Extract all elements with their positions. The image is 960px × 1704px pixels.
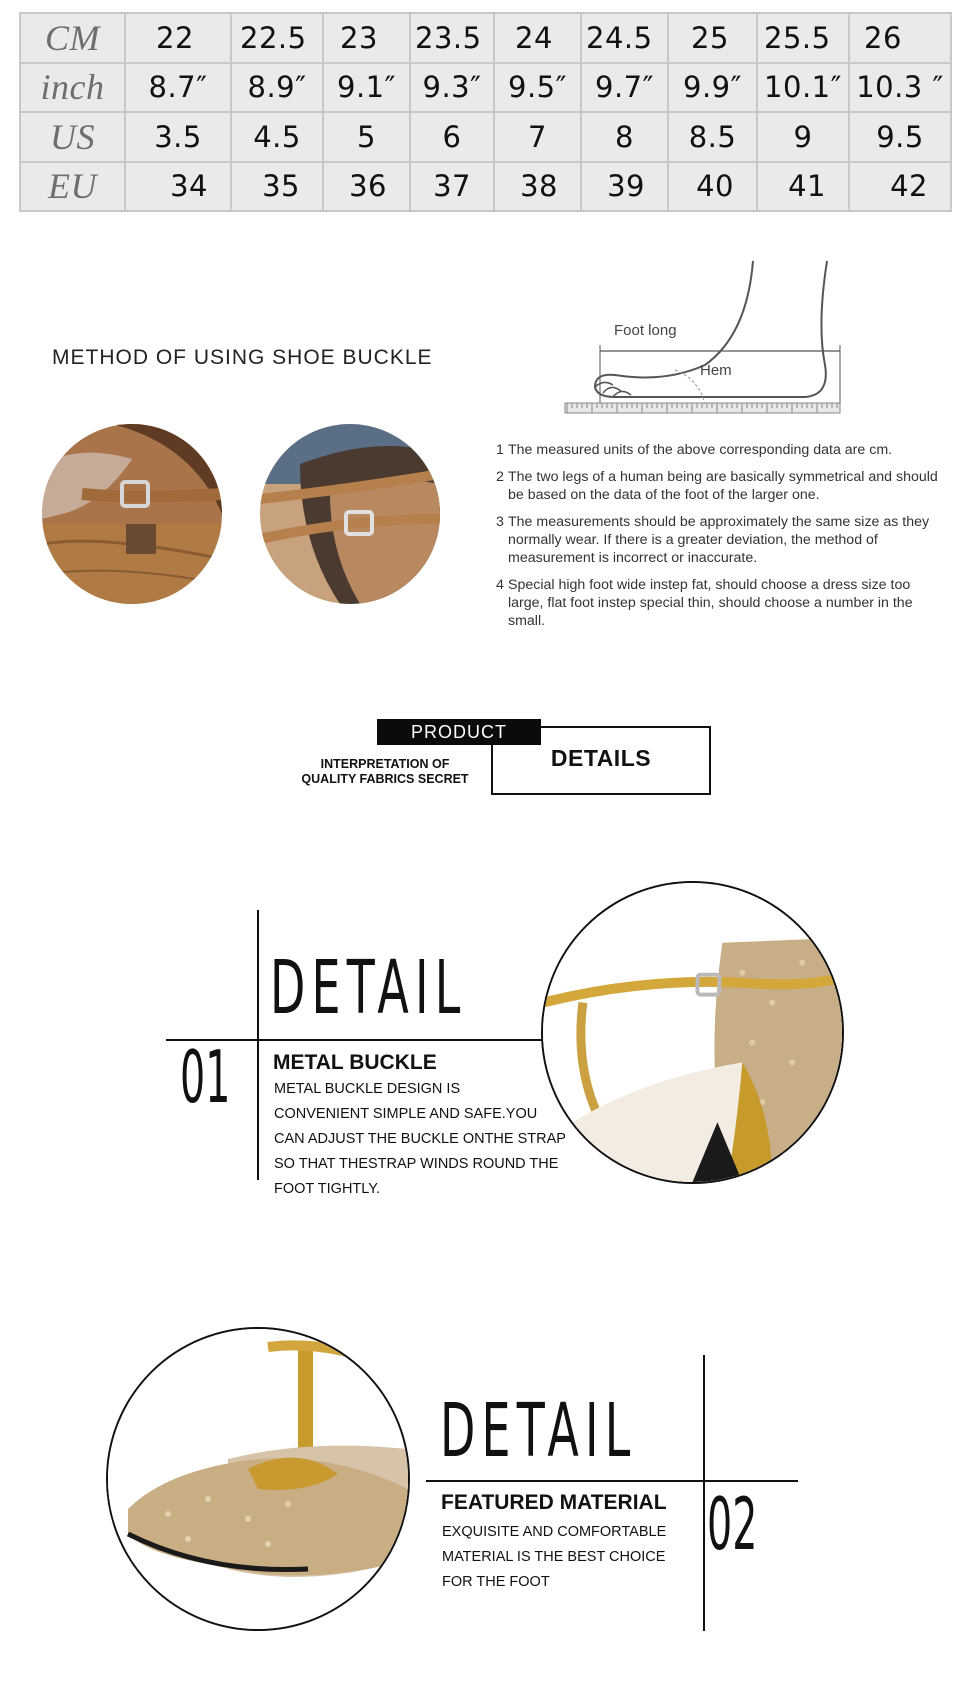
- measurement-notes: [496, 441, 946, 639]
- table-cell: 36: [323, 162, 410, 212]
- shoe-photo-material: [106, 1327, 410, 1631]
- table-cell: 38: [494, 162, 581, 212]
- table-cell: 10.3 ″: [849, 63, 951, 113]
- table-cell: 3.5: [125, 112, 231, 162]
- product-subtitle: [290, 757, 480, 787]
- table-cell: 8.9″: [231, 63, 323, 113]
- table-cell: 41: [757, 162, 849, 212]
- detail-2-heading: DETAIL: [440, 1388, 637, 1474]
- foot-measure-diagram: [555, 255, 850, 430]
- table-cell: 9: [757, 112, 849, 162]
- buckle-photo-2: [260, 424, 440, 604]
- table-cell: 10.1″: [757, 63, 849, 113]
- note-item: [496, 468, 946, 504]
- note-item: [496, 576, 946, 630]
- foot-long-label: Foot long: [614, 322, 677, 339]
- desc-line: FOR THE FOOT: [442, 1574, 550, 1590]
- table-cell: 25.5: [757, 13, 849, 63]
- row-header-inch: inch: [20, 63, 125, 113]
- table-cell: 8.7″: [125, 63, 231, 113]
- subtitle-line-1: INTERPRETATION OF: [320, 757, 450, 771]
- foot-illustration: [555, 255, 850, 430]
- table-cell: 9.5″: [494, 63, 581, 113]
- desc-line: CONVENIENT SIMPLE AND SAFE.YOU: [274, 1106, 538, 1122]
- buckle-photo-1-illustration: [42, 424, 222, 604]
- row-header-eu: EU: [20, 162, 125, 212]
- table-cell: 24.5: [581, 13, 668, 63]
- gold-shoe-strap-illustration: [543, 883, 842, 1182]
- table-cell: 35: [231, 162, 323, 212]
- desc-line: SO THAT THESTRAP WINDS ROUND THE: [274, 1156, 559, 1172]
- table-cell: 9.1″: [323, 63, 410, 113]
- note-text: The measurements should be approximately the same size as they normally wear. If there is a greater deviation, the method of measurement is incorrect or inaccurate.: [508, 514, 930, 566]
- table-cell: 34: [125, 162, 231, 212]
- buckle-photo-1: [42, 424, 222, 604]
- table-cell: 24: [494, 13, 581, 63]
- table-cell: 22: [125, 13, 231, 63]
- note-text: Special high foot wide instep fat, should choose a dress size too large, flat foot instep special thin, should choose a number in the small.: [508, 577, 913, 629]
- table-cell: 7: [494, 112, 581, 162]
- table-cell: 39: [581, 162, 668, 212]
- table-cell: 8: [581, 112, 668, 162]
- desc-line: MATERIAL IS THE BEST CHOICE: [442, 1549, 666, 1565]
- table-cell: 26: [849, 13, 951, 63]
- desc-line: METAL BUCKLE DESIGN IS: [274, 1081, 461, 1097]
- table-cell: 4.5: [231, 112, 323, 162]
- hem-label: Hem: [700, 362, 732, 379]
- detail-2-description: [442, 1520, 666, 1595]
- detail-1-vertical-line: [257, 910, 259, 1180]
- table-cell: 40: [668, 162, 757, 212]
- note-item: [496, 441, 946, 459]
- note-number: 1: [496, 442, 504, 458]
- detail-1-heading: DETAIL: [270, 945, 467, 1031]
- table-cell: 6: [410, 112, 494, 162]
- table-row-inch: [20, 63, 951, 113]
- table-cell: 9.3″: [410, 63, 494, 113]
- table-cell: 8.5: [668, 112, 757, 162]
- table-row-us: [20, 112, 951, 162]
- shoe-photo-buckle: [541, 881, 844, 1184]
- details-label: DETAILS: [550, 745, 652, 771]
- desc-line: EXQUISITE AND COMFORTABLE: [442, 1524, 667, 1540]
- row-header-us: US: [20, 112, 125, 162]
- table-cell: 23: [323, 13, 410, 63]
- table-cell: 23.5: [410, 13, 494, 63]
- table-cell: 5: [323, 112, 410, 162]
- gold-shoe-toe-illustration: [108, 1329, 408, 1629]
- detail-1-description: [274, 1077, 566, 1202]
- desc-line: FOOT TIGHTLY.: [274, 1181, 381, 1197]
- table-cell: 9.5: [849, 112, 951, 162]
- detail-2-title: FEATURED MATERIAL: [441, 1491, 667, 1514]
- detail-1-title: METAL BUCKLE: [273, 1051, 437, 1074]
- table-cell: 42: [849, 162, 951, 212]
- table-cell: 9.9″: [668, 63, 757, 113]
- size-chart-table: [19, 12, 952, 212]
- note-number: 3: [496, 514, 504, 530]
- detail-2-vertical-line: [703, 1355, 705, 1631]
- subtitle-line-2: QUALITY FABRICS SECRET: [301, 772, 469, 786]
- table-cell: 37: [410, 162, 494, 212]
- note-number: 2: [496, 469, 504, 485]
- product-label: PRODUCT: [377, 719, 541, 745]
- table-row-eu: [20, 162, 951, 212]
- note-text: The two legs of a human being are basically symmetrical and should be based on the data of the foot of the larger one.: [508, 469, 938, 503]
- note-number: 4: [496, 577, 504, 593]
- detail-2-number: 02: [707, 1482, 758, 1566]
- note-text: The measured units of the above corresponding data are cm.: [508, 442, 893, 458]
- desc-line: CAN ADJUST THE BUCKLE ONTHE STRAP: [274, 1131, 566, 1147]
- buckle-method-title: METHOD OF USING SHOE BUCKLE: [52, 346, 433, 369]
- table-cell: 9.7″: [581, 63, 668, 113]
- detail-1-number: 01: [180, 1035, 231, 1119]
- row-header-cm: CM: [20, 13, 125, 63]
- table-row-cm: [20, 13, 951, 63]
- note-item: [496, 513, 946, 567]
- buckle-photo-2-illustration: [260, 424, 440, 604]
- table-cell: 25: [668, 13, 757, 63]
- table-cell: 22.5: [231, 13, 323, 63]
